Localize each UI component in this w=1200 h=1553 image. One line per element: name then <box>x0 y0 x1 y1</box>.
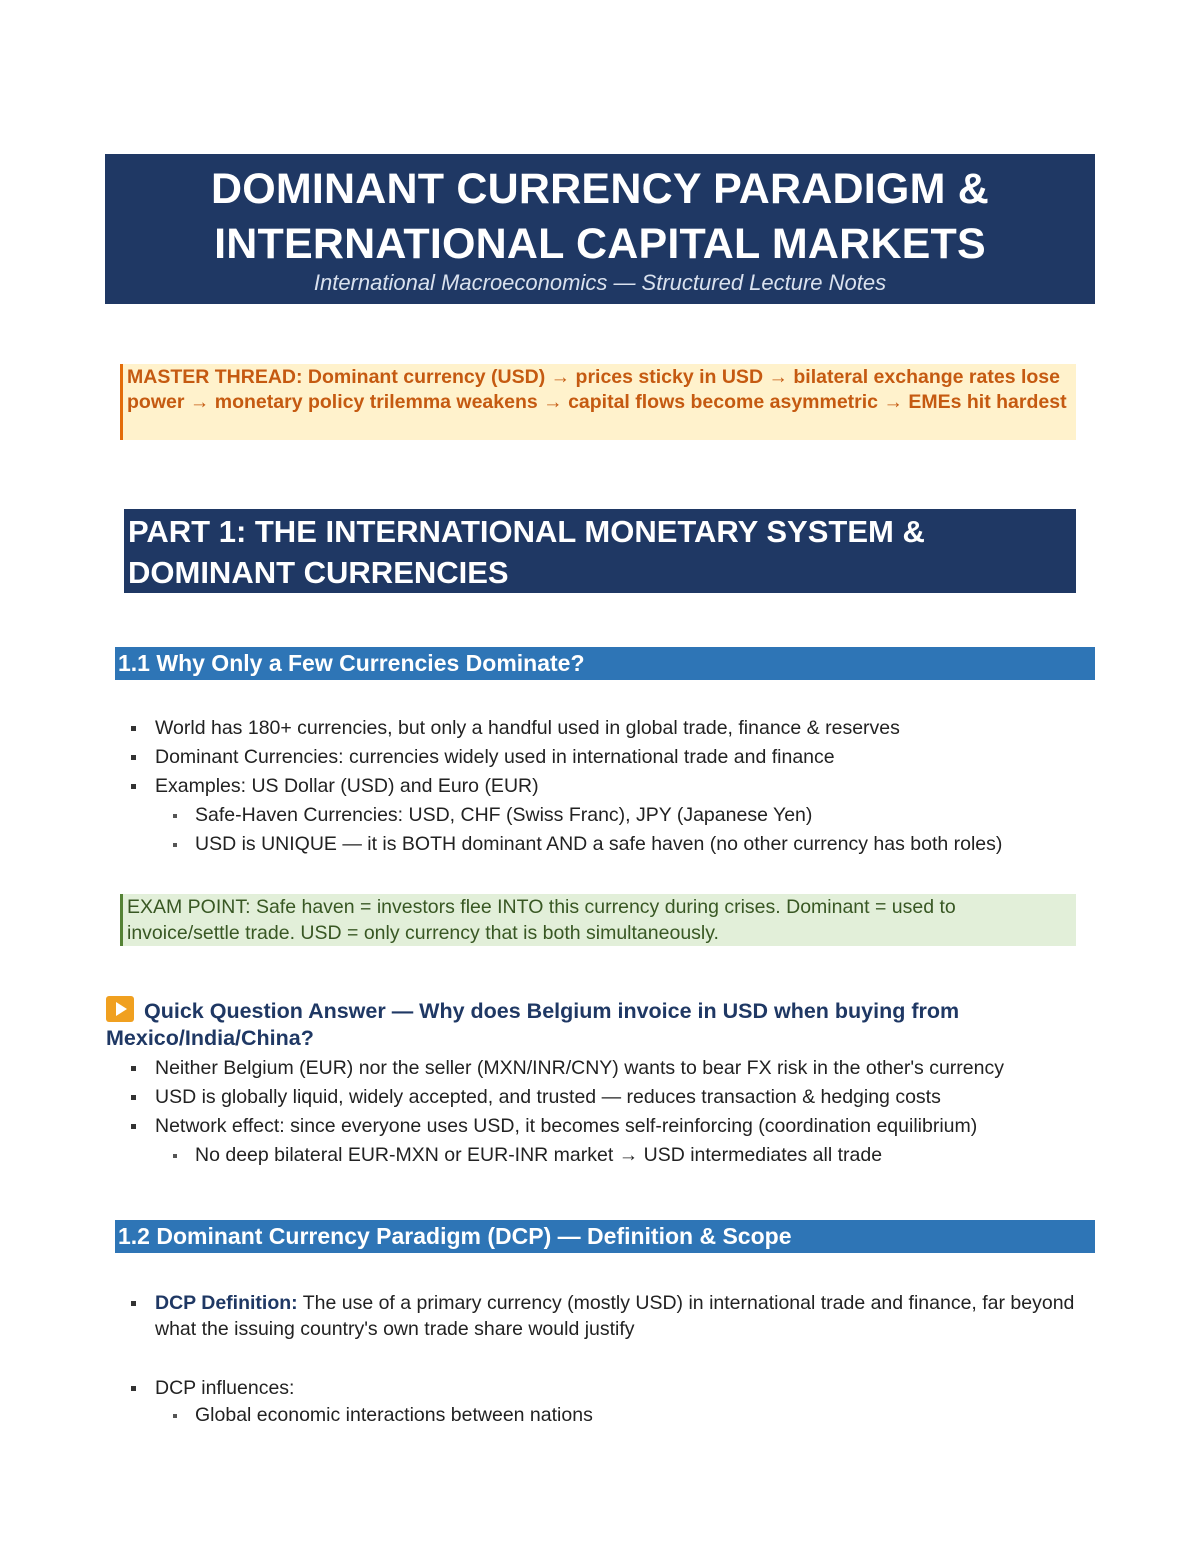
play-icon <box>106 996 134 1022</box>
dcp-influences-label: DCP influences: <box>155 1377 295 1399</box>
bullet-icon <box>131 1386 136 1391</box>
document-title-line-1: DOMINANT CURRENCY PARADIGM & <box>210 165 989 213</box>
section-1-1-heading: 1.1 Why Only a Few Currencies Dominate? <box>115 647 1095 680</box>
list-item: USD is globally liquid, widely accepted, and trusted — reduces transaction & hedging costs <box>0 1083 1004 1112</box>
dcp-definition-term: DCP Definition: <box>155 1292 298 1314</box>
sub-bullet-icon <box>173 843 177 847</box>
part1-heading-line-1: PART 1: THE INTERNATIONAL MONETARY SYSTEM & <box>128 514 925 549</box>
section-1-2-heading: 1.2 Dominant Currency Paradigm (DCP) — Definition & Scope <box>115 1220 1095 1253</box>
list-item: Network effect: since everyone uses USD, it becomes self-reinforcing (coordination equilibrium) <box>0 1112 1004 1141</box>
quick-question-title: Quick Question Answer — Why does Belgium invoice in USD when buying from Mexico/India/China? <box>106 999 960 1050</box>
sub-list-item: No deep bilateral EUR-MXN or EUR-INR market → USD intermediates all trade <box>0 1141 1004 1170</box>
bullet-icon <box>131 726 136 731</box>
sub-list-item: Safe-Haven Currencies: USD, CHF (Swiss Franc), JPY (Japanese Yen) <box>0 801 1002 830</box>
bullet-icon <box>131 1301 136 1306</box>
section-1-1-bullets <box>0 714 1002 859</box>
list-item <box>0 1290 1200 1342</box>
bullet-icon <box>131 1095 136 1100</box>
list-item: Dominant Currencies: currencies widely used in international trade and finance <box>0 743 1002 772</box>
bullet-icon <box>131 784 136 789</box>
master-thread-callout: MASTER THREAD: Dominant currency (USD) → prices sticky in USD → bilateral exchange rates lose power → monetary policy trilemma weakens → capital flows become asymmetric → EMEs hit hardest <box>120 364 1076 440</box>
quick-question-heading <box>106 996 1096 1052</box>
dcp-definition-text: The use of a primary currency (mostly USD) in international trade and finance, far beyond what the issuing country's own trade share would justify <box>155 1292 1075 1340</box>
bullet-icon <box>131 755 136 760</box>
sub-bullet-icon <box>173 1154 177 1158</box>
list-item: Neither Belgium (EUR) nor the seller (MXN/INR/CNY) wants to bear FX risk in the other's currency <box>0 1054 1004 1083</box>
sub-bullet-icon <box>173 1414 177 1418</box>
bullet-icon <box>131 1124 136 1129</box>
document-subtitle: International Macroeconomics — Structured Lecture Notes <box>313 270 887 295</box>
quick-question-bullets <box>0 1054 1004 1170</box>
sub-list-item: Global economic interactions between nations <box>0 1401 1200 1430</box>
part1-heading-line-2: DOMINANT CURRENCIES <box>128 555 509 590</box>
sub-bullet-icon <box>173 814 177 818</box>
sub-list-item: USD is UNIQUE — it is BOTH dominant AND a safe haven (no other currency has both roles) <box>0 830 1002 859</box>
title-banner <box>105 154 1095 304</box>
list-item <box>0 1375 1200 1401</box>
bullet-icon <box>131 1066 136 1071</box>
list-item: World has 180+ currencies, but only a handful used in global trade, finance & reserves <box>0 714 1002 743</box>
exam-point-callout: EXAM POINT: Safe haven = investors flee INTO this currency during crises. Dominant = used to invoice/settle trade. USD = only currency that is both simultaneously. <box>120 894 1076 946</box>
part1-heading <box>124 509 1076 593</box>
section-1-2-content <box>0 1290 1200 1430</box>
document-title-line-2: INTERNATIONAL CAPITAL MARKETS <box>214 220 986 268</box>
list-item: Examples: US Dollar (USD) and Euro (EUR) <box>0 772 1002 801</box>
